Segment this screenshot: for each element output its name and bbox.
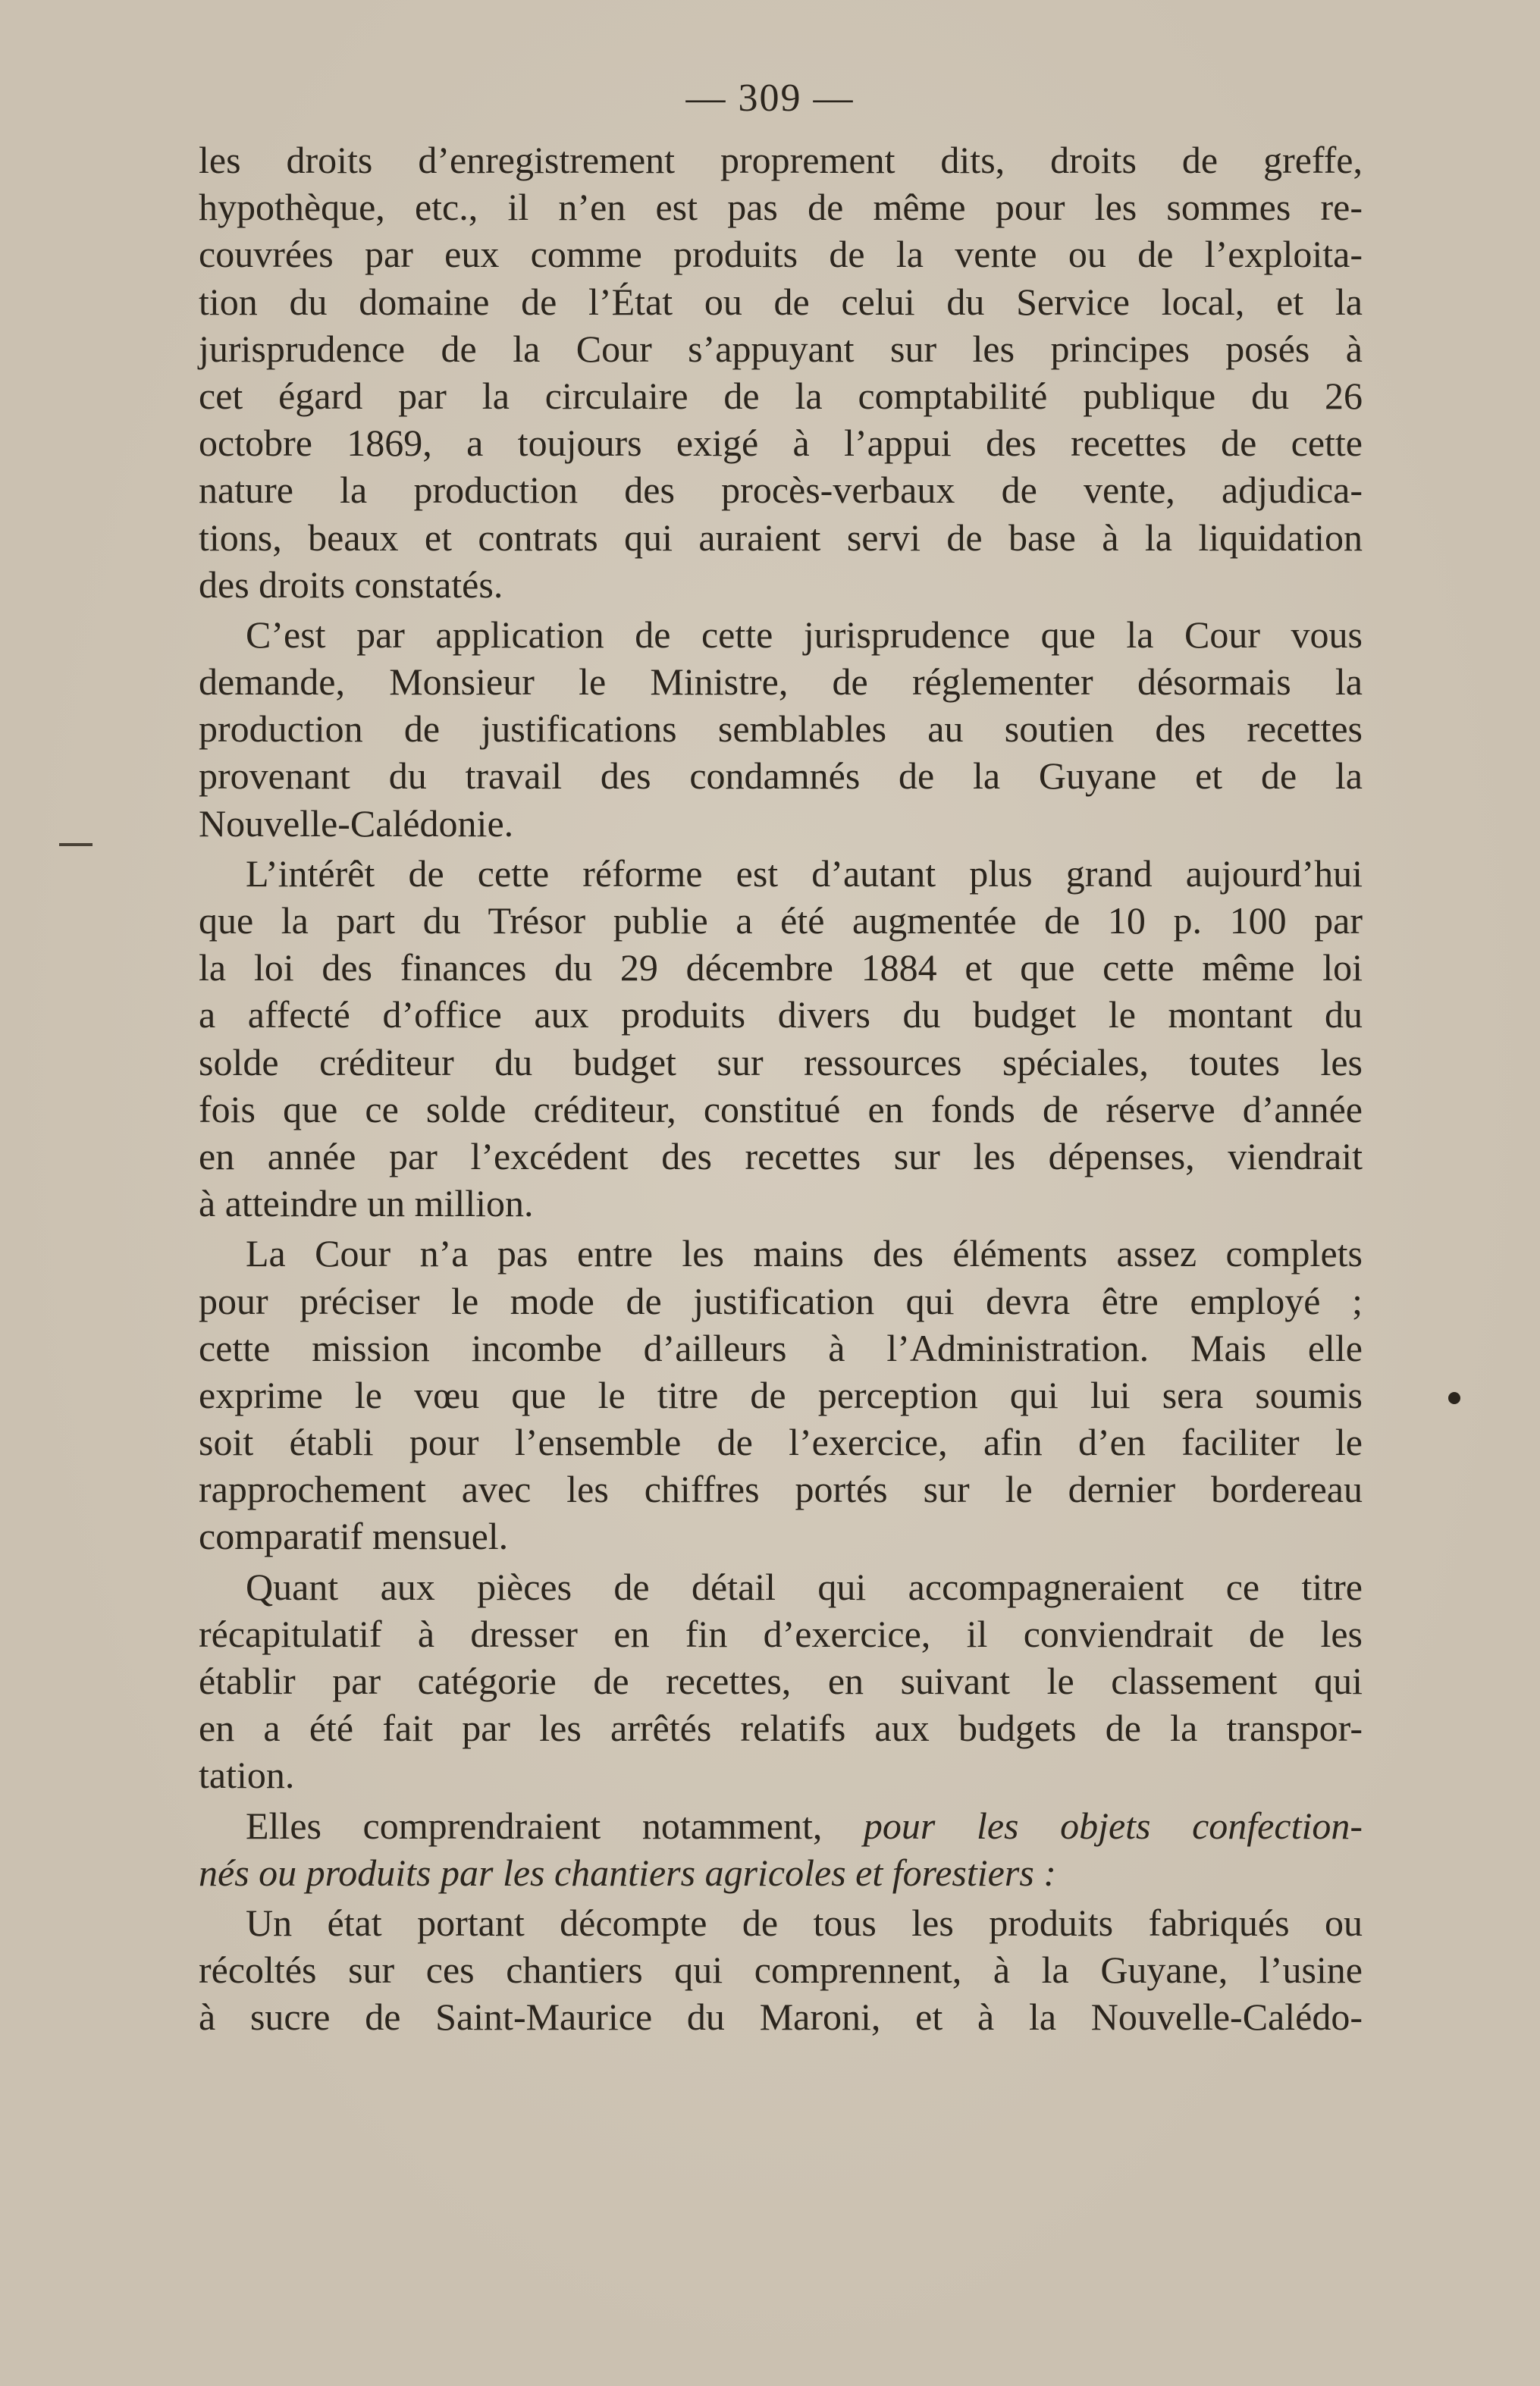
text-line: provenant du travail des condamnés de la Guyane et de la [199,754,1363,798]
text-line: nature la production des procès-verbaux de vente, adjudica- [199,469,1363,512]
text-line: pour préciser le mode de justification qui devra être employé ; [199,1279,1363,1322]
text-line: cet égard par la circulaire de la comptabilité publique du 26 [199,374,1363,417]
text-line: rapprochement avec les chiffres portés sur le dernier bordereau [199,1468,1363,1511]
text-line: à atteindre un million. [199,1182,534,1225]
text-line [199,1802,1363,1849]
body-text [199,136,1363,2041]
text-line: couvrées par eux comme produits de la vente ou de l’exploita- [199,233,1363,276]
text-line: établir par catégorie de recettes, en suivant le classement qui [199,1660,1363,1702]
text-line: La Cour n’a pas entre les mains des éléments assez complets [246,1232,1363,1275]
text-line: comparatif mensuel. [199,1515,509,1558]
text-line: récapitulatif à dresser en fin d’exercice, il conviendrait de les [199,1612,1363,1655]
text-line: Nouvelle-Calédonie. [199,801,514,845]
text-line: en a été fait par les arrêtés relatifs aux budgets de la transpor- [199,1707,1363,1750]
text-line: récoltés sur ces chantiers qui comprennent, à la Guyane, l’usine [199,1949,1363,1992]
text-line: Quant aux pièces de détail qui accompagneraient ce titre [246,1565,1363,1608]
text-line: jurisprudence de la Cour s’appuyant sur les principes posés à [199,327,1363,370]
text-line: tation. [199,1754,295,1797]
margin-ink-dot [1448,1392,1460,1404]
text-line: hypothèque, etc., il n’en est pas de même pour les sommes re- [199,186,1363,229]
text-line: que la part du Trésor publie a été augmentée de 10 p. 100 par [199,899,1363,942]
text-line: tions, beaux et contrats qui auraient servi de base à la liquidation [199,516,1363,559]
text-line: soit établi pour l’ensemble de l’exercice, afin d’en faciliter le [199,1421,1363,1464]
text-line: à sucre de Saint-Maurice du Maroni, et à la Nouvelle-Calédo- [199,1996,1363,2039]
text-line: cette mission incombe d’ailleurs à l’Administration. Mais elle [199,1326,1363,1369]
text-line: la loi des finances du 29 décembre 1884 et que cette même loi [199,946,1363,989]
text-line: les droits d’enregistrement proprement dits, droits de greffe, [199,139,1363,181]
text-line: Un état portant décompte de tous les produits fabriqués ou [246,1901,1363,1944]
text-line-roman: Elles comprendraient notamment, [246,1804,864,1847]
text-line: production de justifications semblables au soutien des recettes [199,707,1363,751]
text-line: L’intérêt de cette réforme est d’autant plus grand aujourd’hui [246,851,1363,895]
text-line: C’est par application de cette jurisprudence que la Cour vous [246,613,1363,656]
text-line: demande, Monsieur le Ministre, de réglementer désormais la [199,660,1363,704]
text-line: nés ou produits par les chantiers agricoles et forestiers : [199,1851,1056,1894]
text-line: a affecté d’office aux produits divers du budget le montant du [199,993,1363,1036]
text-line: fois que ce solde créditeur, constitué en fonds de réserve d’année [199,1087,1363,1130]
margin-dash-mark [59,843,93,846]
text-line: octobre 1869, a toujours exigé à l’appui des recettes de cette [199,422,1363,465]
text-line: des droits constatés. [199,563,503,606]
text-line-italic: pour les objets confection- [863,1804,1363,1847]
text-line: solde créditeur du budget sur ressources spéciales, toutes les [199,1040,1363,1083]
text-line: tion du domaine de l’État ou de celui du Service local, et la [199,280,1363,323]
text-line: exprime le vœu que le titre de perception qui lui sera soumis [199,1373,1363,1416]
text-line: en année par l’excédent des recettes sur les dépenses, viendrait [199,1134,1363,1177]
page-number-header: — 309 — [685,77,855,120]
